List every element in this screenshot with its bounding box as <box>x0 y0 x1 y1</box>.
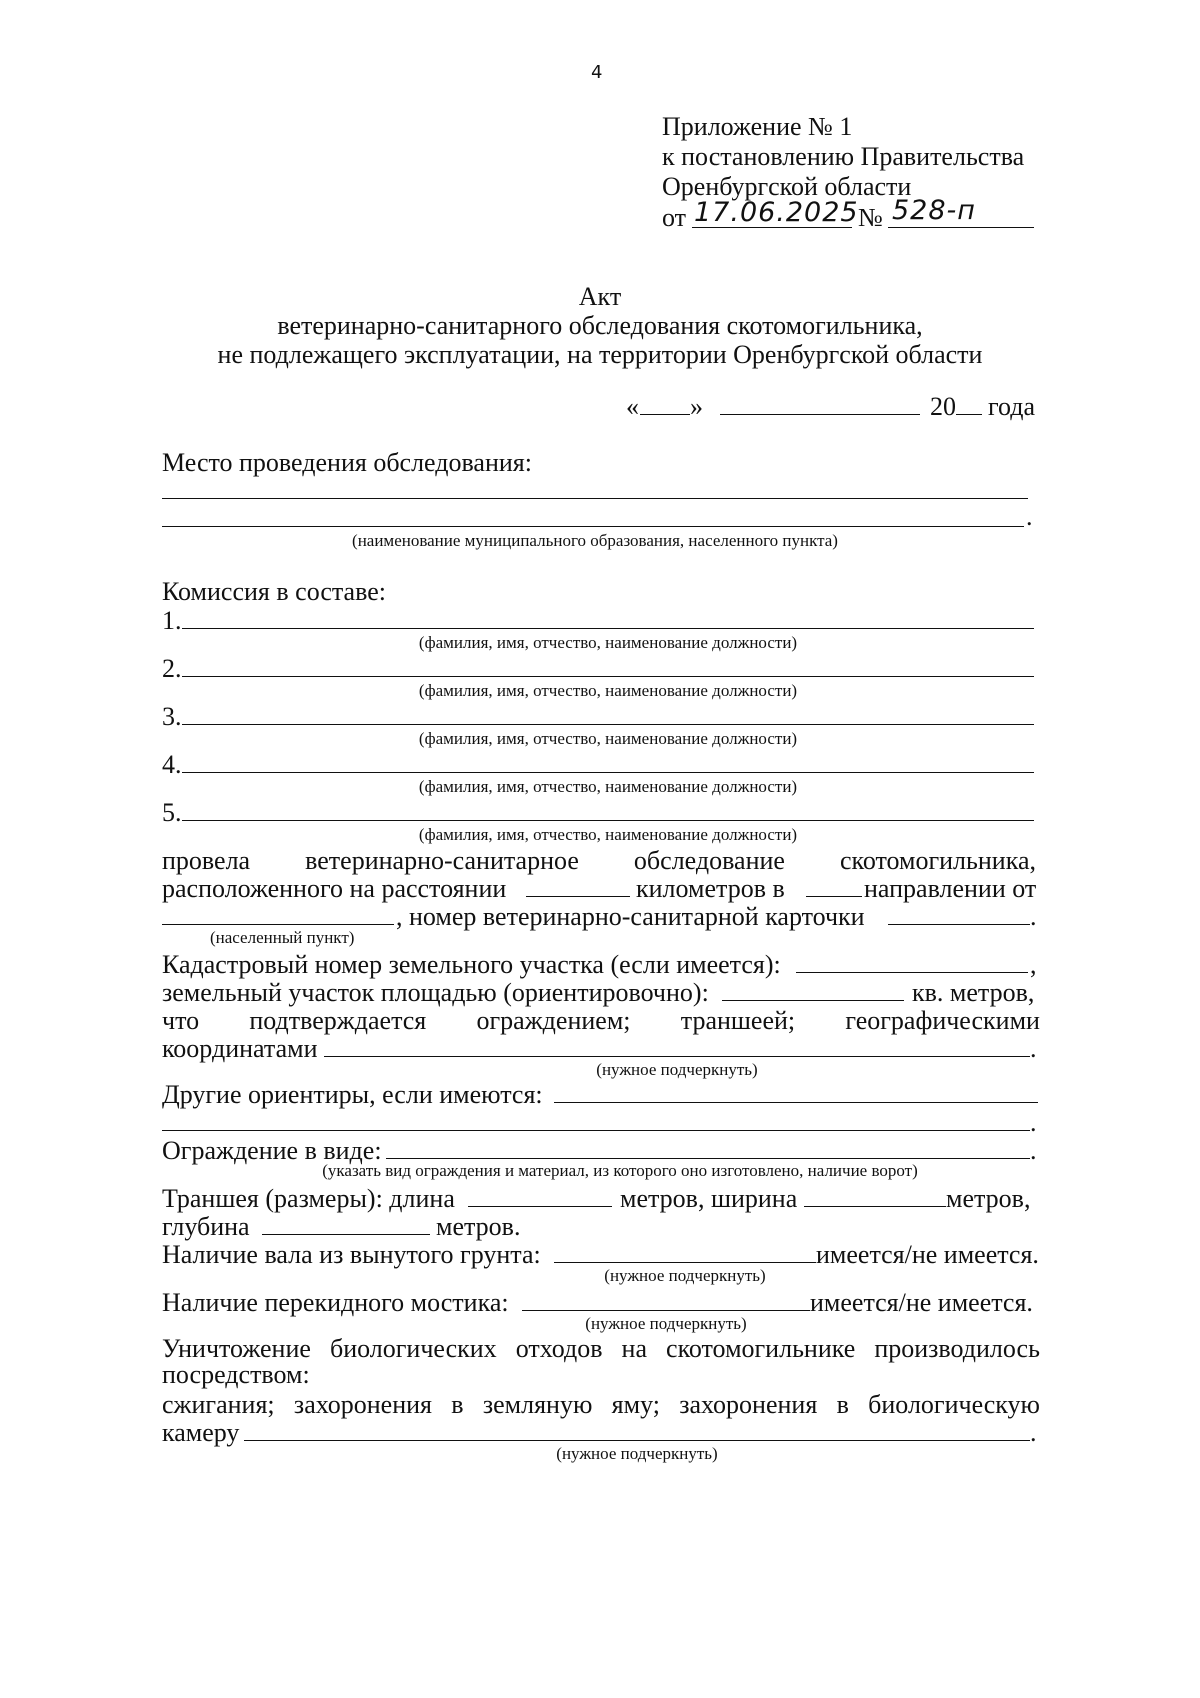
destruction-word-3: отходов <box>515 1334 603 1363</box>
month-blank <box>720 414 920 415</box>
document-subtitle-2: не подлежащего эксплуатации, на территории Оренбургской области <box>217 340 983 369</box>
method-word-6: захоронения <box>679 1390 818 1419</box>
year-suffix: года <box>988 392 1036 421</box>
survey-word-1: провела <box>162 846 251 875</box>
confirm-word-2: подтверждается <box>249 1006 427 1035</box>
direction-blank <box>806 896 862 897</box>
survey-line-2c: направлении от <box>864 874 1037 903</box>
distance-blank <box>526 896 630 897</box>
fence-label: Ограждение в виде: <box>162 1136 382 1165</box>
method-word-8: биологическую <box>868 1390 1040 1419</box>
place-label: Место проведения обследования: <box>162 448 532 477</box>
appendix-number-sign: № <box>858 203 883 232</box>
bridge-value: имеется/не имеется. <box>810 1288 1033 1317</box>
area-unit: кв. метров, <box>912 978 1035 1007</box>
appendix-from-label: от <box>662 203 687 232</box>
landmarks-label: Другие ориентиры, если имеются: <box>162 1080 543 1109</box>
member-4-caption: (фамилия, имя, отчество, наименование должности) <box>418 777 798 796</box>
fence-end: . <box>1030 1136 1037 1165</box>
appendix-date-handwritten: 17.06.2025 <box>694 197 859 228</box>
method-word-3: в <box>451 1390 464 1419</box>
trench-depth-unit: метров. <box>436 1212 521 1241</box>
survey-line-2b: километров в <box>636 874 785 903</box>
date-close-quote: » <box>690 392 703 421</box>
destruction-end: . <box>1030 1418 1037 1447</box>
member-3-number: 3. <box>162 702 182 731</box>
coordinates-blank <box>324 1056 1030 1057</box>
trench-length-label: Траншея (размеры): длина <box>162 1184 455 1213</box>
method-word-5: яму; <box>611 1390 660 1419</box>
landmarks-blank-2 <box>162 1130 1030 1131</box>
confirm-word-4: траншеей; <box>680 1006 796 1035</box>
appendix-line-1: Приложение № 1 <box>662 112 853 141</box>
destruction-line-4: камеру <box>162 1418 240 1447</box>
survey-line-3-end: . <box>1030 902 1037 931</box>
trench-width-unit: метров, <box>946 1184 1031 1213</box>
destruction-word-5: скотомогильнике <box>666 1334 856 1363</box>
area-label: земельный участок площадью (ориентировочно): <box>162 978 709 1007</box>
destruction-word-4: на <box>621 1334 647 1363</box>
trench-depth-label: глубина <box>162 1212 250 1241</box>
member-2-number: 2. <box>162 654 182 683</box>
member-3-caption: (фамилия, имя, отчество, наименование должности) <box>418 729 798 748</box>
year-prefix: 20 <box>930 392 956 421</box>
landmarks-blank-1 <box>554 1102 1038 1103</box>
member-3-line <box>182 724 1034 725</box>
area-blank <box>722 1000 904 1001</box>
survey-line-3: , номер ветеринарно-санитарной карточки <box>396 902 865 931</box>
commission-label: Комиссия в составе: <box>162 577 386 606</box>
confirm-word-5: географическими <box>845 1006 1040 1035</box>
fence-caption: (указать вид ограждения и материал, из которого оно изготовлено, наличие ворот) <box>322 1161 918 1180</box>
appendix-number-handwritten: 528-п <box>892 195 976 226</box>
number-underline <box>888 227 1034 228</box>
member-5-caption: (фамилия, имя, отчество, наименование должности) <box>418 825 798 844</box>
method-word-4: земляную <box>482 1390 593 1419</box>
fence-blank <box>386 1158 1030 1159</box>
member-1-caption: (фамилия, имя, отчество, наименование должности) <box>418 633 798 652</box>
cadastre-label: Кадастровый номер земельного участка (если имеется): <box>162 950 781 979</box>
member-5-number: 5. <box>162 798 182 827</box>
member-5-line <box>182 820 1034 821</box>
trench-length-blank <box>468 1206 612 1207</box>
destruction-line-3 <box>162 1390 1040 1420</box>
coordinates-end: . <box>1030 1034 1037 1063</box>
place-line-2 <box>162 526 1024 527</box>
rampart-label: Наличие вала из вынутого грунта: <box>162 1240 541 1269</box>
survey-word-3: обследование <box>633 846 785 875</box>
settlement-caption: (населенный пункт) <box>210 928 355 947</box>
appendix-line-2: к постановлению Правительства <box>662 142 1025 171</box>
card-number-blank <box>888 924 1030 925</box>
destruction-line-2: посредством: <box>162 1360 310 1389</box>
place-period: . <box>1026 502 1033 531</box>
confirm-line <box>162 1006 1040 1036</box>
bridge-label: Наличие перекидного мостика: <box>162 1288 509 1317</box>
rampart-blank <box>554 1262 816 1263</box>
page-number: 4 <box>591 62 603 83</box>
survey-line-2a: расположенного на расстоянии <box>162 874 507 903</box>
member-4-line <box>182 772 1034 773</box>
destruction-word-2: биологических <box>329 1334 497 1363</box>
member-1-number: 1. <box>162 606 182 635</box>
document-title: Акт <box>578 282 622 311</box>
rampart-caption: (нужное подчеркнуть) <box>604 1266 766 1285</box>
survey-line-1 <box>162 846 1036 876</box>
destruction-word-6: производилось <box>874 1334 1040 1363</box>
bridge-caption: (нужное подчеркнуть) <box>585 1314 747 1333</box>
survey-word-4: скотомогильника, <box>839 846 1036 875</box>
method-word-7: в <box>836 1390 849 1419</box>
member-2-caption: (фамилия, имя, отчество, наименование должности) <box>418 681 798 700</box>
member-4-number: 4. <box>162 750 182 779</box>
destruction-word-1: Уничтожение <box>162 1334 311 1363</box>
day-blank <box>640 414 690 415</box>
year-blank <box>956 414 982 415</box>
document-subtitle-1: ветеринарно-санитарного обследования скотомогильника, <box>277 311 923 340</box>
landmarks-end: . <box>1030 1108 1037 1137</box>
survey-word-2: ветеринарно-санитарное <box>305 846 579 875</box>
place-line-1 <box>162 498 1028 499</box>
confirm-word-3: ограждением; <box>476 1006 631 1035</box>
bridge-blank <box>522 1310 810 1311</box>
appendix-line-3: Оренбургской области <box>662 172 912 201</box>
method-word-2: захоронения <box>293 1390 432 1419</box>
member-1-line <box>182 628 1034 629</box>
member-2-line <box>182 676 1034 677</box>
trench-width-label: метров, ширина <box>620 1184 798 1213</box>
cadastre-blank <box>796 972 1028 973</box>
destruction-caption: (нужное подчеркнуть) <box>556 1444 718 1463</box>
date-underline <box>692 227 852 228</box>
coordinates-label: координатами <box>162 1034 318 1063</box>
settlement-blank <box>162 924 394 925</box>
trench-width-blank <box>804 1206 946 1207</box>
date-open-quote: « <box>626 392 639 421</box>
trench-depth-blank <box>262 1234 430 1235</box>
rampart-value: имеется/не имеется. <box>816 1240 1039 1269</box>
method-word-1: сжигания; <box>162 1390 275 1419</box>
place-caption: (наименование муниципального образования, населенного пункта) <box>352 531 838 550</box>
camera-blank <box>244 1440 1030 1441</box>
confirm-word-1: что <box>162 1006 200 1035</box>
cadastre-end: , <box>1030 950 1037 979</box>
confirm-caption: (нужное подчеркнуть) <box>596 1060 758 1079</box>
